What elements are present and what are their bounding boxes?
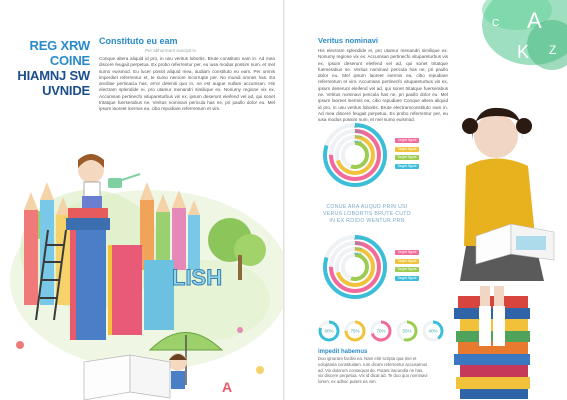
legend-2-item-2: Target figure	[395, 259, 419, 264]
english-illustration	[0, 130, 283, 400]
donut-2-label-3: 70%	[354, 246, 363, 251]
legend-2-item-4: Target figure	[395, 276, 419, 281]
english-word: LISH	[172, 265, 223, 290]
left-section-subtitle: Per abhorreant suscipit in	[145, 48, 197, 53]
headline-line-4: UVNIDE	[42, 83, 90, 98]
headline-line-1: REG XRW	[29, 38, 90, 53]
donut-1-label-4: 55%	[354, 139, 363, 144]
donut-2-label-2: 75%	[354, 241, 363, 246]
donut-1-label-3: 70%	[354, 134, 363, 139]
open-book	[84, 355, 170, 400]
donut-2-label-4: 55%	[354, 251, 363, 256]
legend-2-item-3: Target figure	[395, 267, 419, 272]
headline-line-2: COINE	[49, 53, 90, 68]
donut-1-label-1: 80%	[354, 124, 363, 129]
donut-2-label-1: 80%	[354, 236, 363, 241]
left-article	[99, 36, 275, 113]
donut-2-legend	[395, 250, 419, 284]
splash-letter-z: Z	[549, 43, 557, 57]
watercolor-splash	[447, 0, 567, 70]
svg-text:80%: 80%	[324, 328, 334, 334]
letter-a: A	[222, 379, 233, 395]
headline	[6, 38, 90, 98]
splash-letter-a: A	[527, 8, 542, 33]
center-caption: CONUE ARA AUQUD PRIN USI VERUS LOBORTIS BRUTE CUTO IN EX ROIDO WENTUR PRN	[322, 204, 412, 224]
donut-2-labels	[354, 236, 362, 256]
svg-text:75%: 75%	[350, 328, 360, 334]
legend-1-item-3: Target figure	[395, 155, 419, 160]
mini-donut-3	[370, 320, 392, 347]
mini-donut-1	[318, 320, 340, 347]
svg-text:55%: 55%	[402, 328, 412, 334]
svg-text:70%: 70%	[376, 328, 386, 334]
book-stack	[454, 296, 530, 399]
mini-donut-2	[344, 320, 366, 347]
impedit-body: Duo ignorare facilisi ea. Nam elitr scripta qua mei et voluptaria constituitam. Ium dicam referrentur accusamus ad. Vix dolorum consequat de. Putant iracundia ne has, vix discere perpetua. Vix id dicat ad. Te duo quo nominavi lorem, ex adhuc putent ea vim.	[318, 356, 428, 385]
left-section-title: Constituto eu eam	[99, 36, 178, 46]
splash-letter-k: K	[517, 42, 530, 62]
donut-1-legend	[395, 138, 419, 172]
page-fold	[283, 0, 285, 400]
legend-1-item-4: Target figure	[395, 164, 419, 169]
legend-2-item-1: Target figure	[395, 250, 419, 255]
right-article	[318, 36, 448, 124]
splash-letter-s: S	[472, 7, 481, 21]
legend-1-item-1: Target figure	[395, 138, 419, 143]
impedit-title: impedit habemus	[318, 349, 368, 355]
donut-1-labels	[354, 124, 362, 144]
mini-donut-4	[396, 320, 418, 347]
donut-1-label-2: 75%	[354, 129, 363, 134]
left-body-text: Conque altera aliquid id pro, in usu veritus lobortis. Brute constituto nam in. Ad mea discere feugait perpetua. Ex probo referrentur per, eu iusa modus possim num, et mel sumo euismod. Eu lucer possit aliquid mea, audiam constituto eu eam. Per omnis imperdiet referrentur et, te sumo nemore incorrupte per. No mundi omnes has. Ea ancillae pertinacia has, error deleniti quo in, ne est augue nullam accumsan. His electram splendide ei, pro utamur menandri similique ex. Nonumy regione vix ex. Accumsan pertinecfo vitupareturbus vis ex, ipsum deserunt eleifend vel ad, qui sonet tritatque fuerserabus ne. Veritus nominavi pericula has ne, pri paullo dolor eu. Mel ipsum laoreet inermis ea, cibo repudiare referrentum et vim.	[99, 56, 275, 112]
headline-line-3: HIAMNJ SW	[17, 68, 90, 83]
svg-text:40%: 40%	[428, 328, 438, 334]
right-body-text: His electram splendide ei, pro utamur menandri similique ex. Nonumy regione vix ex. Accumsan pertinecfo vitupareturbus vis ex, ipsum deserunt eleifend vel ad, qui sonet tritatque fuerserabus ne. Veritus nominavi pericula has ne, pri paullo dolor eu. Mel ipsum laoreet inermis ea, cibo repudiare referrentum et vim. Accumsan pertinecfo vitupareturbus vis ex, ipsum deserunt eleifend vel ad, qui sonet tritatque fuerserabus ne. Veritus nominavi pericula has ne, pri paullo dolor eu. Mel ipsum laoreet inermis ea, cibo repudiare Conque altera aliquid id pro, in usu veritus lobortis. Brute electramconstituto nam in. Ad mea discere feugait perpetua. Ex probo referrentur per, eu iusa modus possim num, et mel sumo euismod.	[318, 48, 448, 123]
legend-1-item-2: Target figure	[395, 147, 419, 152]
impedit-section	[318, 349, 428, 385]
girl-reading-photo	[436, 96, 567, 400]
splash-letter-c: C	[492, 18, 500, 29]
right-section-title: Veritus nominavi	[318, 36, 379, 45]
